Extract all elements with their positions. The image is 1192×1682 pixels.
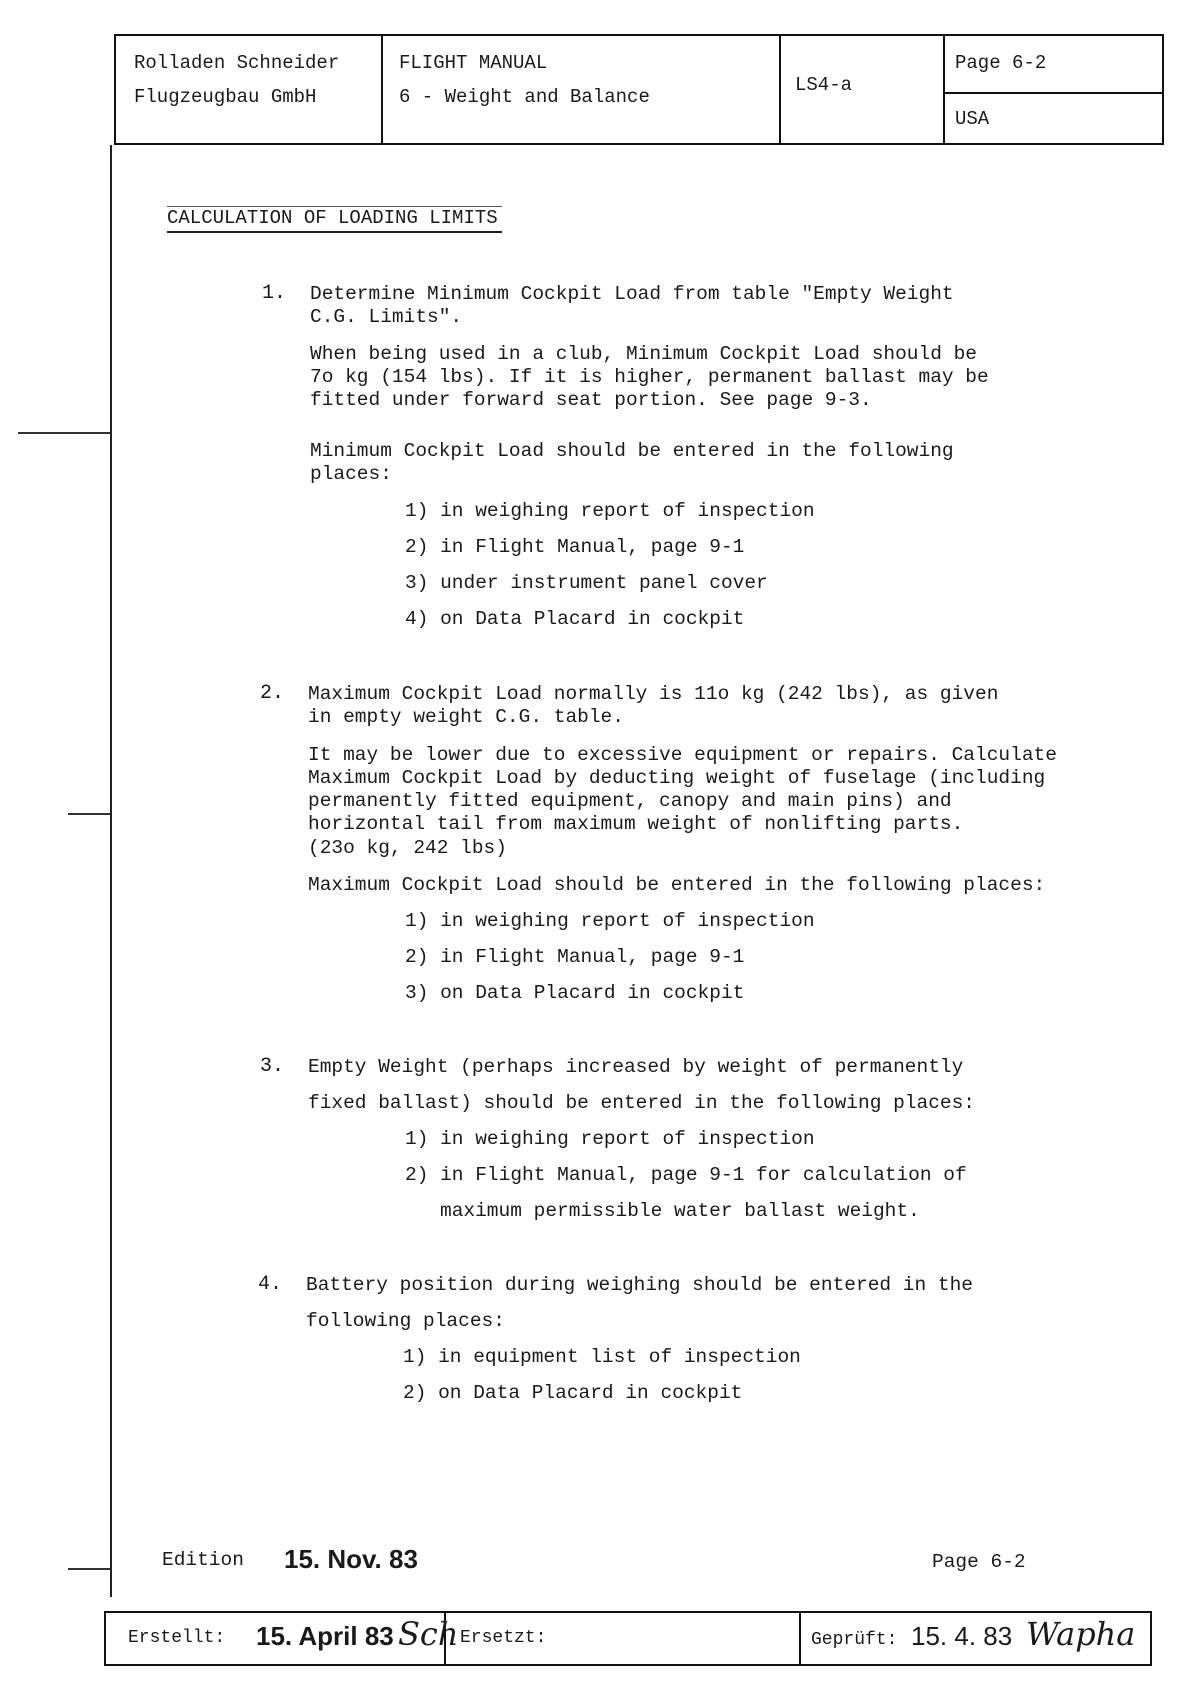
list-item: 1) in weighing report of inspection (405, 910, 815, 932)
section-text: C.G. Limits". (310, 306, 463, 328)
section-text: places: (310, 463, 392, 485)
section-text: in empty weight C.G. table. (308, 706, 624, 728)
list-item: 2) on Data Placard in cockpit (403, 1382, 743, 1404)
list-item: 3) on Data Placard in cockpit (405, 982, 745, 1004)
created-cell (106, 1613, 459, 1664)
section-text: Battery position during weighing should be entered in the (306, 1274, 974, 1296)
section-title: CALCULATION OF LOADING LIMITS (167, 206, 502, 233)
manual-cell (383, 36, 781, 143)
manual-chapter: 6 - Weight and Balance (399, 86, 650, 108)
header-page-number: Page 6-2 (955, 52, 1047, 74)
section-text: Maximum Cockpit Load by deducting weight of fuselage (including (308, 767, 1046, 789)
aircraft-model: LS4-a (795, 74, 853, 96)
section-text: fixed ballast) should be entered in the following places: (308, 1092, 976, 1114)
list-item: 2) in Flight Manual, page 9-1 (405, 946, 745, 968)
list-item: 4) on Data Placard in cockpit (405, 608, 745, 630)
revision-mark (68, 1568, 110, 1570)
section-text: following places: (306, 1310, 505, 1332)
checked-cell (801, 1613, 1150, 1664)
section-text: When being used in a club, Minimum Cockpit Load should be (310, 343, 978, 365)
section-text: fitted under forward seat portion. See page 9-3. (310, 389, 872, 411)
section-text: (23o kg, 242 lbs) (308, 837, 507, 859)
created-date: 15. April 83 (256, 1621, 394, 1651)
model-cell (781, 36, 945, 143)
header-region: USA (955, 108, 990, 130)
section-text: Maximum Cockpit Load normally is 11o kg (242 lbs), as given (308, 683, 999, 705)
created-label: Erstellt: (128, 1628, 226, 1648)
section-text: Maximum Cockpit Load should be entered in the following places: (308, 874, 1046, 896)
checked-date: 15. 4. 83 (911, 1621, 1013, 1651)
replaced-label: Ersetzt: (460, 1628, 547, 1648)
list-item: 3) under instrument panel cover (405, 572, 768, 594)
section-number: 4. (258, 1273, 283, 1296)
margin-rule (110, 145, 112, 1597)
section-number: 1. (262, 282, 287, 305)
list-item: 1) in weighing report of inspection (405, 1128, 815, 1150)
section-text: 7o kg (154 lbs). If it is higher, permanent ballast may be (310, 366, 989, 388)
section-text: Empty Weight (perhaps increased by weight of permanently (308, 1056, 964, 1078)
company-cell (116, 36, 383, 143)
section-text: Determine Minimum Cockpit Load from table "Empty Weight (310, 283, 954, 305)
revision-mark (68, 813, 110, 815)
list-item: 2) in Flight Manual, page 9-1 (405, 536, 745, 558)
company-subname: Flugzeugbau GmbH (134, 86, 317, 108)
list-item: 2) in Flight Manual, page 9-1 for calculation of (405, 1164, 967, 1186)
company-name: Rolladen Schneider (134, 52, 340, 74)
section-text: permanently fitted equipment, canopy and main pins) and (308, 790, 952, 812)
manual-title: FLIGHT MANUAL (399, 52, 548, 74)
edition-label: Edition (162, 1549, 244, 1571)
section-number: 2. (260, 682, 285, 705)
section-number: 3. (260, 1055, 285, 1078)
replaced-cell (446, 1613, 801, 1664)
created-signature: Sch (398, 1615, 459, 1653)
section-text: horizontal tail from maximum weight of nonlifting parts. (308, 813, 964, 835)
list-item: 1) in equipment list of inspection (403, 1346, 801, 1368)
checked-signature: Wapha (1026, 1615, 1136, 1653)
section-text: Minimum Cockpit Load should be entered in the following (310, 440, 954, 462)
header-box (114, 34, 1164, 145)
revision-mark (18, 432, 110, 434)
list-item: 1) in weighing report of inspection (405, 500, 815, 522)
footer-box (104, 1611, 1152, 1666)
page-cell (945, 36, 1162, 143)
edition-date: 15. Nov. 83 (284, 1544, 418, 1574)
checked-label: Geprüft: (811, 1630, 898, 1650)
list-item-continuation: maximum permissible water ballast weight. (440, 1200, 920, 1222)
section-text: It may be lower due to excessive equipment or repairs. Calculate (308, 744, 1057, 766)
page-number: Page 6-2 (932, 1551, 1026, 1573)
